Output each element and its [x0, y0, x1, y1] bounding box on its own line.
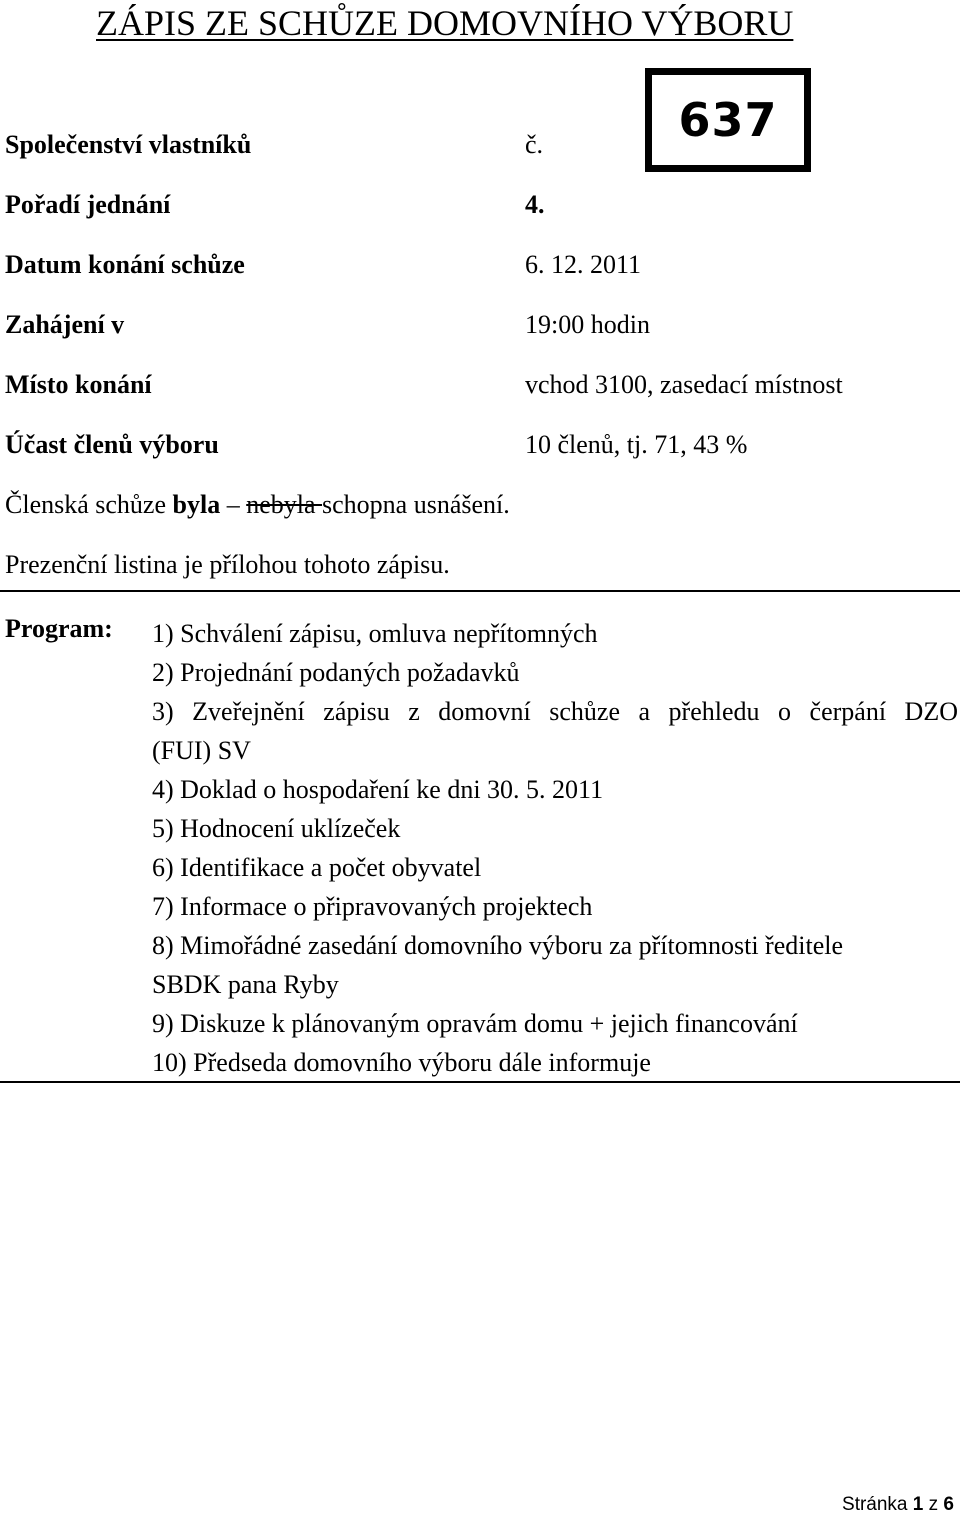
program-item: 1) Schválení zápisu, omluva nepřítomných	[152, 619, 598, 648]
misto-label: Místo konání	[5, 370, 152, 399]
page-middle: z	[923, 1494, 944, 1515]
schuze-byla: byla	[172, 490, 221, 519]
spolecenstvi-value: č.	[525, 130, 544, 159]
page-total: 6	[943, 1494, 954, 1515]
prezencni-listina: Prezenční listina je přílohou tohoto zápisu.	[5, 550, 450, 579]
schuze-dash: –	[220, 490, 247, 519]
program-label: Program:	[5, 614, 113, 643]
poradi-label: Pořadí jednání	[5, 190, 171, 219]
program-item: 9) Diskuze k plánovaným opravám domu + jejich financování	[152, 1009, 798, 1038]
program-item: (FUI) SV	[152, 736, 251, 765]
divider-bottom	[0, 1081, 960, 1083]
schuze-statement	[5, 490, 510, 520]
datum-value: 6. 12. 2011	[525, 250, 642, 279]
building-number: 637	[678, 93, 778, 147]
program-item: 3) Zveřejnění zápisu z domovní schůze a přehledu o čerpání DZO	[152, 697, 958, 726]
datum-label: Datum konání schůze	[5, 250, 245, 279]
schuze-prefix: Členská schůze	[5, 490, 173, 519]
zahajeni-value: 19:00 hodin	[525, 310, 650, 339]
ucast-value: 10 členů, tj. 71, 43 %	[525, 430, 748, 459]
spolecenstvi-label: Společenství vlastníků	[5, 130, 252, 159]
document-title: ZÁPIS ZE SCHŮZE DOMOVNÍHO VÝBORU	[96, 3, 794, 43]
program-item: 7) Informace o připravovaných projektech	[152, 892, 593, 921]
program-item: 2) Projednání podaných požadavků	[152, 658, 520, 687]
ucast-label: Účast členů výboru	[5, 430, 219, 459]
poradi-value: 4.	[525, 190, 545, 219]
program-item: 8) Mimořádné zasedání domovního výboru za přítomnosti ředitele	[152, 931, 843, 960]
page-number	[842, 1494, 954, 1516]
program-item: 6) Identifikace a počet obyvatel	[152, 853, 482, 882]
schuze-nebyla-struck: nebyla	[246, 490, 323, 519]
divider-top	[0, 590, 960, 592]
program-item: 5) Hodnocení uklízeček	[152, 814, 401, 843]
schuze-suffix: schopna usnášení.	[322, 490, 510, 519]
misto-value: vchod 3100, zasedací místnost	[525, 370, 843, 399]
program-item: 10) Předseda domovního výboru dále informuje	[152, 1048, 651, 1077]
page-current: 1	[912, 1494, 924, 1515]
program-list	[152, 614, 958, 1082]
program-item: SBDK pana Ryby	[152, 970, 339, 999]
page-prefix: Stránka	[842, 1494, 913, 1515]
zahajeni-label: Zahájení v	[5, 310, 125, 339]
program-item: 4) Doklad o hospodaření ke dni 30. 5. 2011	[152, 775, 604, 804]
building-number-badge	[645, 68, 811, 172]
